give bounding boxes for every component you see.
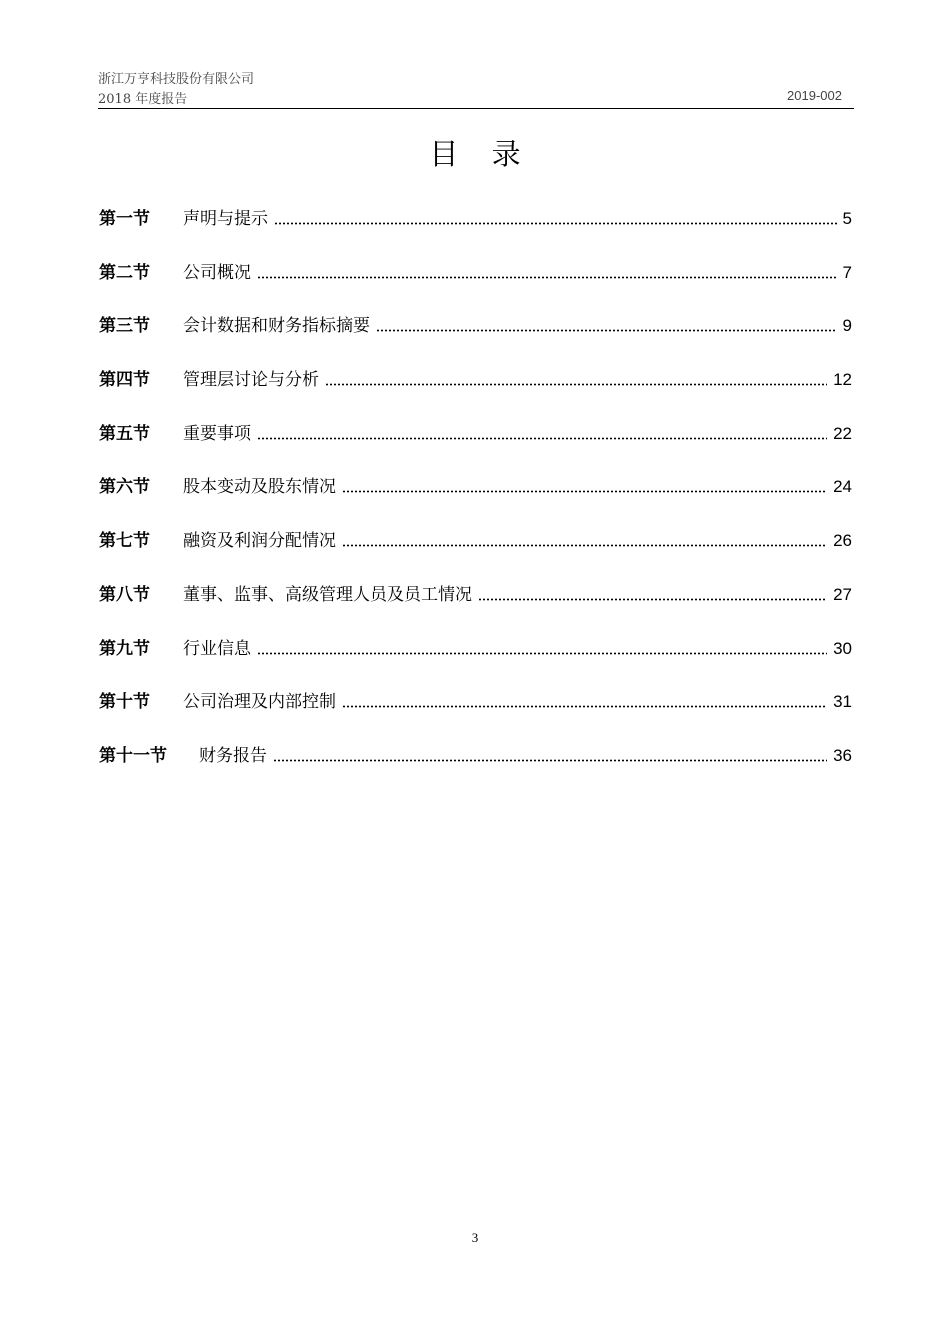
toc-page-number[interactable]: 30: [833, 638, 852, 658]
company-name: 浙江万亨科技股份有限公司: [98, 72, 255, 87]
dot-leader: [376, 313, 837, 332]
document-code: 2019-002: [787, 88, 842, 103]
toc-page-number[interactable]: 26: [833, 531, 852, 551]
toc-section-title[interactable]: 融资及利润分配情况: [183, 531, 336, 552]
toc-page-number[interactable]: 36: [833, 745, 852, 765]
toc-entry[interactable]: [99, 206, 852, 260]
dot-leader: [274, 206, 837, 225]
toc-page-number[interactable]: 22: [833, 423, 852, 443]
toc-section-number: 第一节: [99, 209, 150, 229]
dot-leader: [342, 528, 827, 547]
toc-section-number: 第二节: [99, 262, 150, 283]
toc-entry[interactable]: [99, 689, 852, 743]
dot-leader: [325, 367, 827, 386]
dot-leader: [342, 474, 827, 493]
report-title: 2018 年度报告: [98, 92, 188, 107]
toc-page-number[interactable]: 24: [833, 477, 852, 497]
page-number: 3: [471, 1230, 479, 1245]
toc-section-title[interactable]: 声明与提示: [183, 209, 268, 229]
toc-page-number[interactable]: 5: [842, 209, 852, 228]
toc-entry[interactable]: [99, 743, 852, 797]
toc-section-title[interactable]: 会计数据和财务指标摘要: [183, 316, 370, 337]
dot-leader: [342, 689, 827, 708]
toc-page-number[interactable]: 31: [833, 692, 852, 712]
toc-page-number[interactable]: 7: [842, 262, 852, 282]
toc-section-number: 第三节: [99, 316, 150, 337]
table-of-contents: [99, 206, 852, 797]
page-header: [98, 66, 854, 109]
toc-entry[interactable]: [99, 367, 852, 421]
toc-section-number: 第八节: [99, 584, 150, 605]
dot-leader: [478, 582, 827, 601]
toc-section-number: 第十节: [99, 692, 150, 713]
toc-entry[interactable]: [99, 474, 852, 528]
toc-entry[interactable]: [99, 582, 852, 636]
toc-page-number[interactable]: 27: [833, 584, 852, 604]
toc-title: 目 录: [429, 137, 533, 171]
toc-entry[interactable]: [99, 636, 852, 690]
toc-section-title[interactable]: 财务报告: [199, 745, 267, 766]
toc-section-number: 第七节: [99, 531, 150, 552]
toc-page-number[interactable]: 12: [833, 370, 852, 390]
toc-section-title[interactable]: 公司治理及内部控制: [183, 692, 336, 713]
dot-leader: [257, 421, 827, 440]
toc-section-number: 第九节: [99, 638, 150, 659]
dot-leader: [257, 636, 827, 655]
toc-section-title[interactable]: 公司概况: [183, 262, 251, 283]
toc-entry[interactable]: [99, 421, 852, 475]
toc-page-number[interactable]: 9: [842, 316, 852, 336]
toc-section-title[interactable]: 重要事项: [183, 423, 251, 444]
toc-entry[interactable]: [99, 313, 852, 367]
toc-section-title[interactable]: 股本变动及股东情况: [183, 477, 336, 498]
toc-section-number: 第十一节: [99, 745, 167, 766]
toc-entry[interactable]: [99, 528, 852, 582]
toc-section-title[interactable]: 管理层讨论与分析: [183, 370, 319, 391]
dot-leader: [257, 260, 837, 279]
dot-leader: [273, 743, 827, 762]
toc-section-number: 第五节: [99, 423, 150, 444]
toc-section-number: 第四节: [99, 370, 150, 391]
toc-entry[interactable]: [99, 260, 852, 314]
toc-section-number: 第六节: [99, 477, 150, 498]
toc-section-title[interactable]: 董事、监事、高级管理人员及员工情况: [183, 584, 472, 605]
toc-section-title[interactable]: 行业信息: [183, 638, 251, 659]
